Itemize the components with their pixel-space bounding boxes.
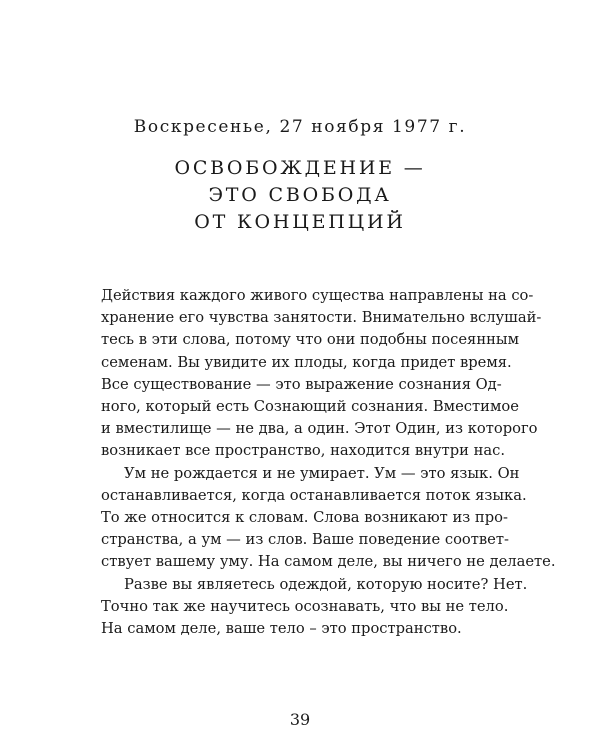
paragraph	[101, 463, 556, 574]
chapter-title-line: ОСВОБОЖДЕНИЕ —	[174, 157, 426, 179]
page-number: 39	[289, 710, 311, 729]
text-line: Разве вы являетесь одеждой, которую носите? Нет.	[124, 575, 528, 593]
text-line: останавливается, когда останавливается поток языка.	[101, 486, 527, 504]
text-line: Все существование — это выражение сознания Од-	[101, 375, 502, 393]
text-line: То же относится к словам. Слова возникают из про-	[101, 509, 508, 527]
text-line: Ум не рождается и не умирает. Ум — это язык. Он	[124, 464, 520, 482]
text-line: Действия каждого живого существа направлены на со-	[101, 287, 534, 304]
chapter-title-line: ОТ КОНЦЕПЦИЙ	[194, 211, 406, 233]
body-text	[101, 285, 556, 640]
text-line: хранение его чувства занятости. Внимательно вслушай-	[101, 309, 542, 327]
paragraph	[101, 574, 528, 641]
text-line: тесь в эти слова, потому что они подобны посеянным	[101, 331, 520, 349]
text-line: Точно так же научитесь осознавать, что вы не тело.	[101, 597, 509, 615]
chapter-title-line: ЭТО СВОБОДА	[208, 184, 392, 206]
text-line: семенам. Вы увидите их плоды, когда придет время.	[101, 353, 512, 371]
text-line: возникает все пространство, находится внутри нас.	[101, 442, 506, 460]
paragraph	[101, 285, 542, 463]
text-line: На самом деле, ваше тело – это пространство.	[101, 620, 462, 638]
date-heading: Воскресенье, 27 ноября 1977 г.	[133, 117, 467, 137]
chapter-title	[0, 155, 600, 236]
text-line: ного, который есть Сознающий сознания. Вместимое	[101, 398, 519, 416]
text-line: ствует вашему уму. На самом деле, вы ничего не делаете.	[101, 553, 556, 571]
text-line: странства, а ум — из слов. Ваше поведение соответ-	[101, 531, 509, 549]
text-line: и вместилище — не два, а один. Этот Один, из которого	[101, 420, 538, 438]
